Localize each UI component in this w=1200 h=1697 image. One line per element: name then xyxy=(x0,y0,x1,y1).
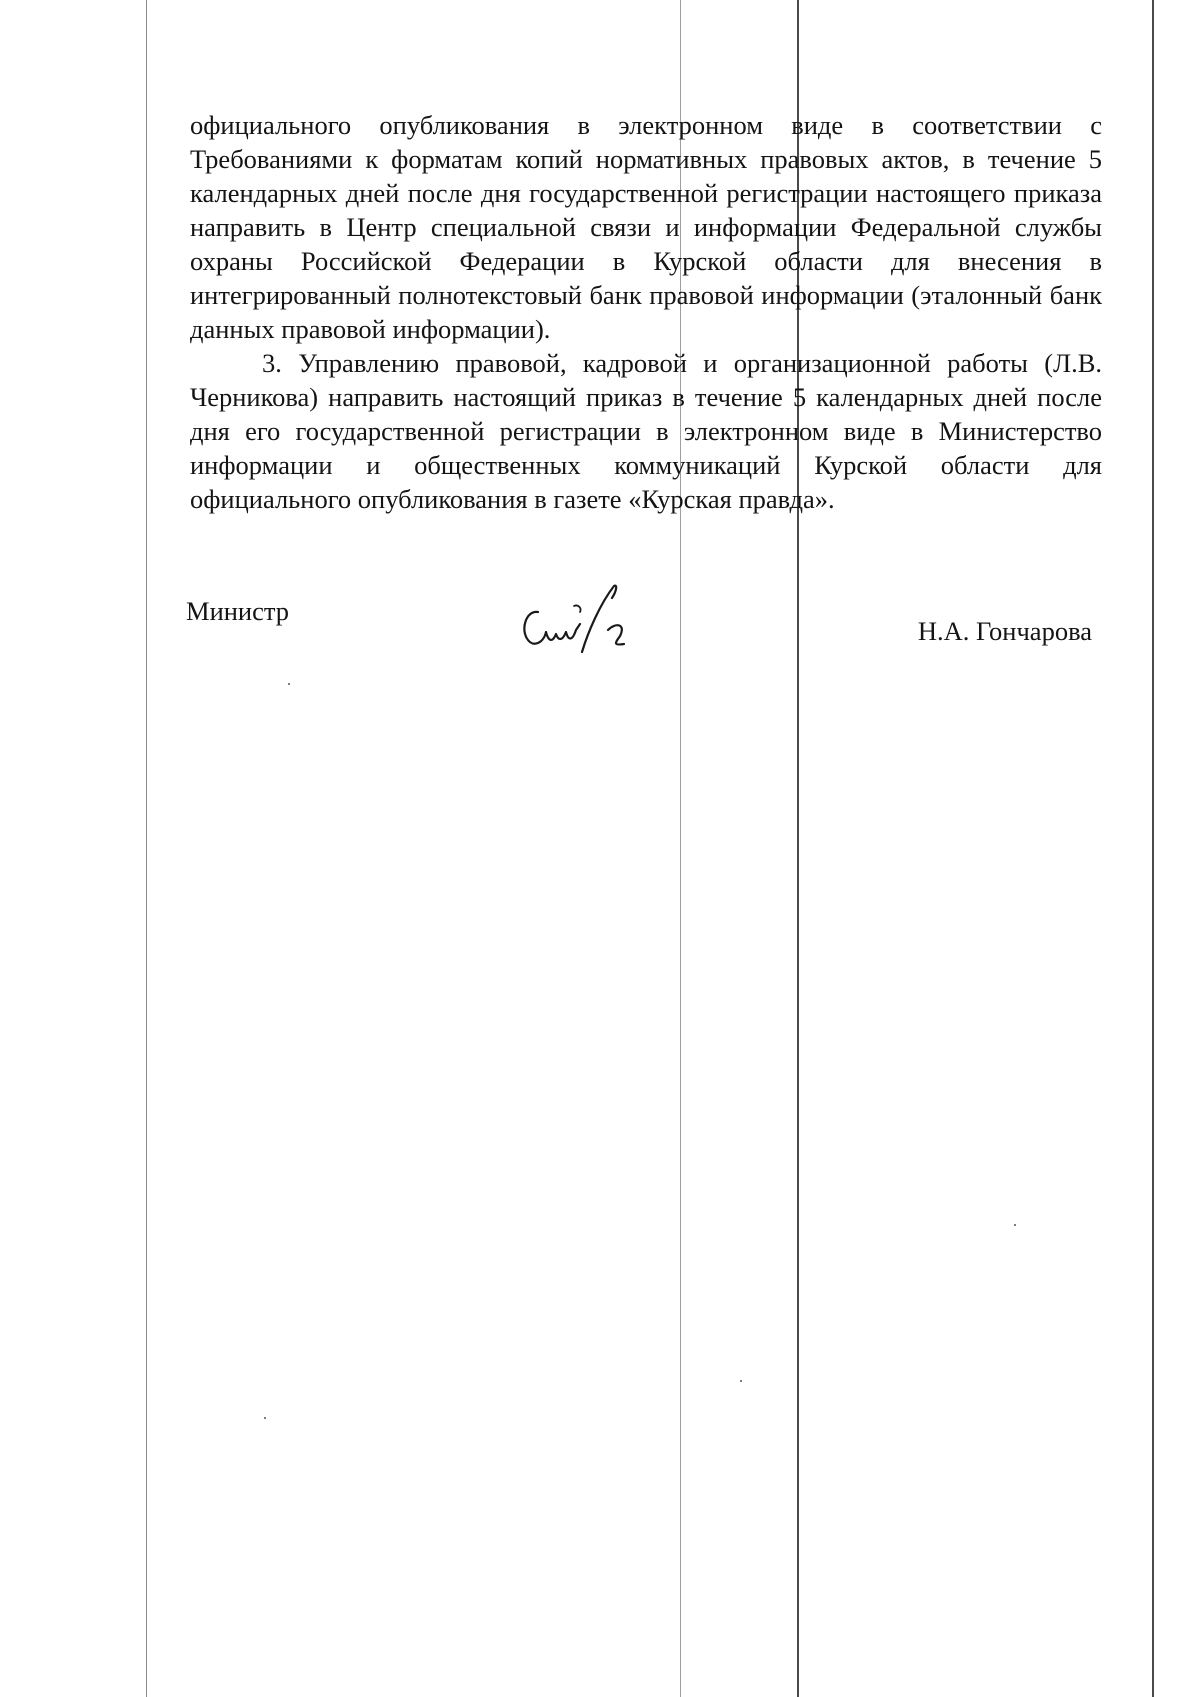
scan-speck xyxy=(1014,1224,1016,1226)
signer-name: Н.А. Гончарова xyxy=(917,616,1092,646)
scan-artifact-line xyxy=(146,0,147,1697)
signature-block xyxy=(186,590,1092,670)
document-body xyxy=(190,108,1102,516)
paragraph-continuation: официального опубликования в электронном виде в соответствии с Требованиями к форматам копий нормативных правовых актов, в течение 5 календарных дней после дня государственной регистрации настоящего приказа направить в Центр специальной связи и информации Федеральной службы охраны Российской Федерации в Курской области для внесения в интегрированный полнотекстовый банк правовой информации (эталонный банк данных правовой информации). xyxy=(190,110,1102,344)
scan-speck xyxy=(264,1417,266,1419)
scan-artifact-line xyxy=(1152,0,1154,1697)
scan-speck xyxy=(740,1380,742,1382)
signer-position: Министр xyxy=(186,596,290,626)
scan-speck xyxy=(288,683,290,685)
paragraph-item-3: 3. Управлению правовой, кадровой и организационной работы (Л.В. Черникова) направить настоящий приказ в течение 5 календарных дней после дня его государственной регистрации в электронном виде в Министерство информации и общественных коммуникаций Курской области для официального опубликования в газете «Курская правда». xyxy=(190,348,1102,514)
handwritten-signature xyxy=(516,582,646,662)
